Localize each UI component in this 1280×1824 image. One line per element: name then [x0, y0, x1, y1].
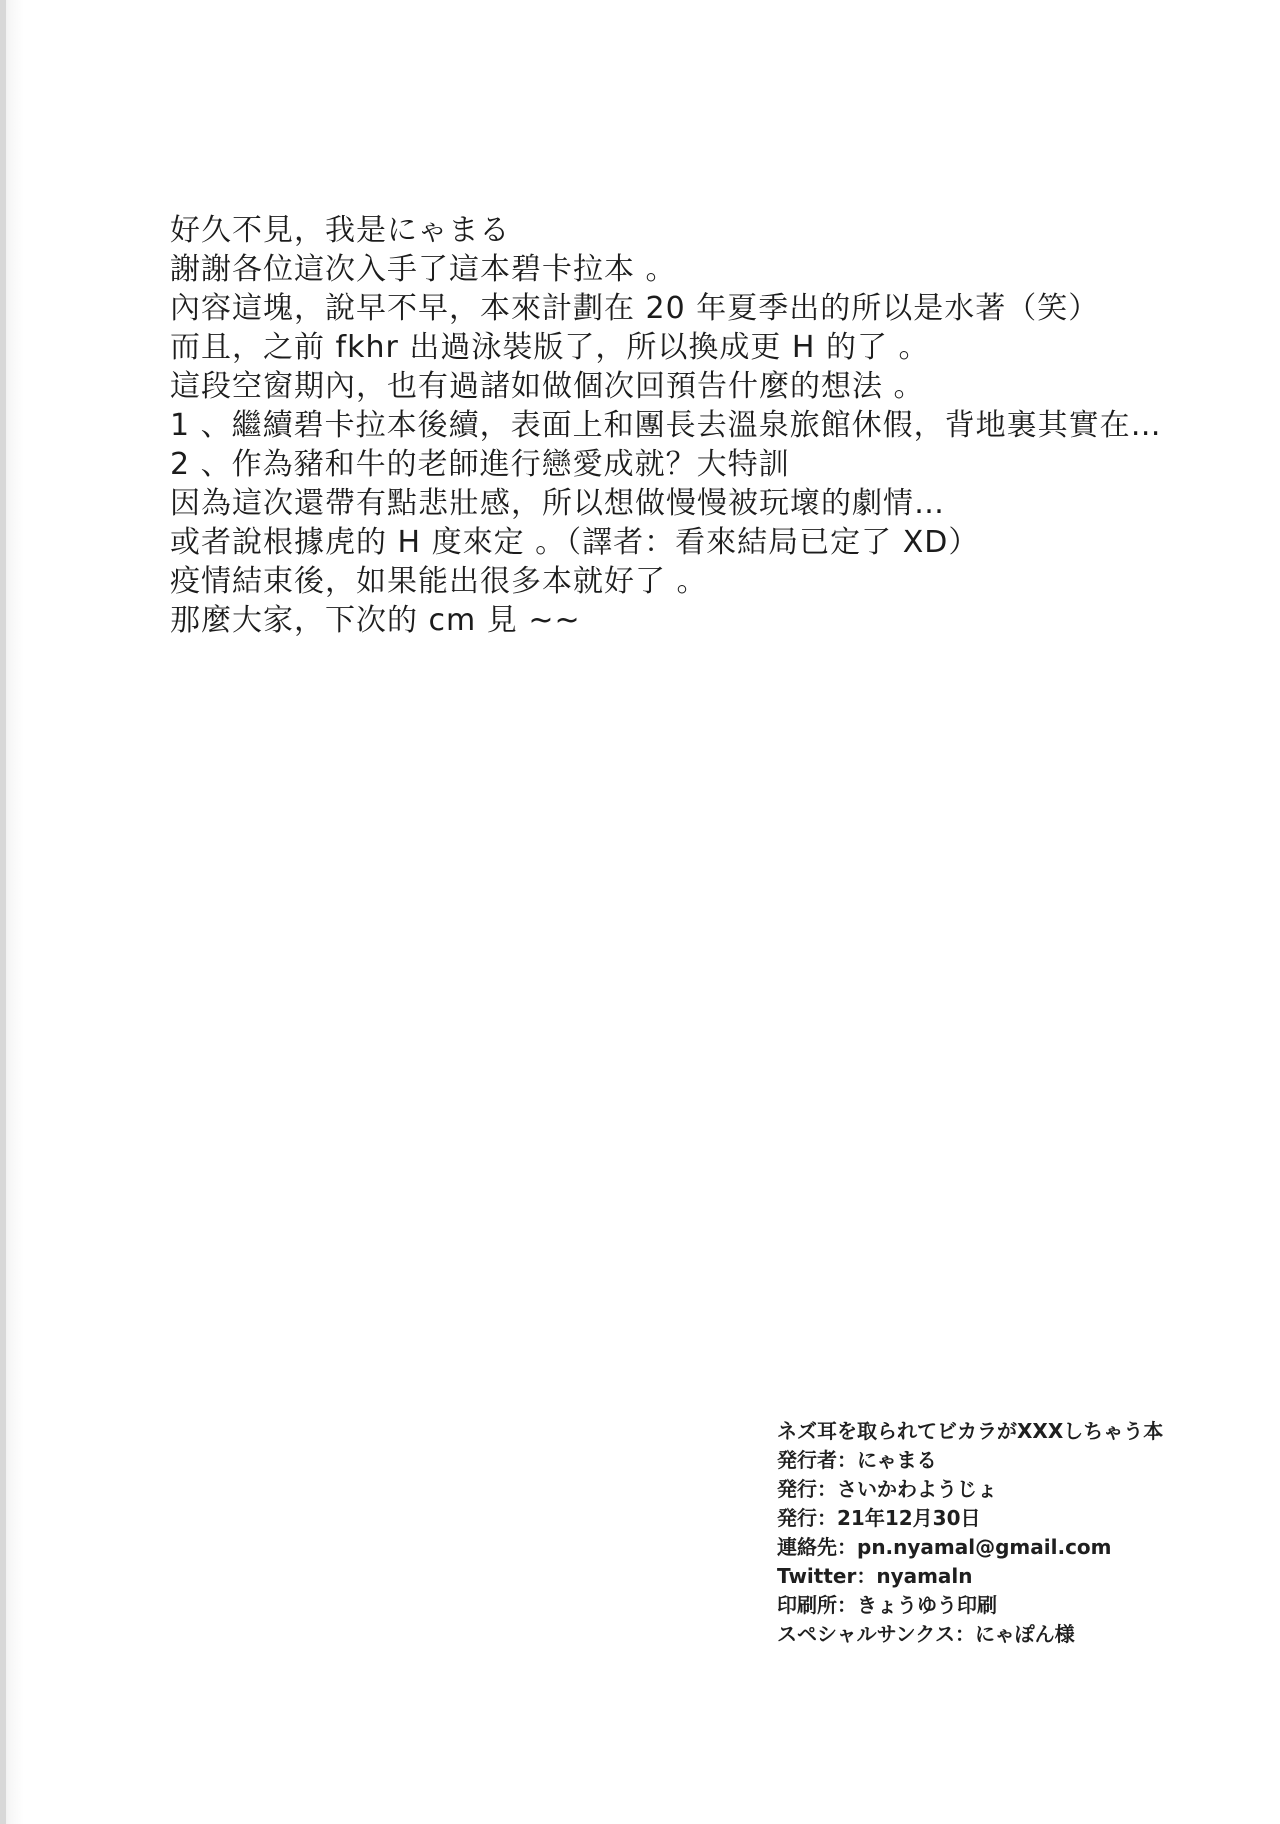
colophon-twitter: Twitter：nyamaln	[777, 1564, 973, 1588]
afterword-line: 而且，之前 fkhr 出過泳裝版了，所以換成更 H 的了 。	[170, 330, 930, 365]
colophon-book-title: ネズ耳を取られてビカラがXXXしちゃう本	[777, 1419, 1164, 1443]
scan-edge-shadow	[0, 0, 6, 1824]
afterword-line: 內容這塊，說早不早，本來計劃在 20 年夏季出的所以是水著（笑）	[170, 291, 1100, 326]
colophon-publisher: 発行者：にゃまる	[777, 1448, 937, 1472]
colophon-special-thanks: スペシャルサンクス：にゃぽん様	[777, 1622, 1075, 1646]
colophon-circle: 発行：さいかわようじょ	[777, 1477, 997, 1501]
afterword-line: 好久不見，我是にゃまる	[170, 213, 511, 248]
colophon-date: 発行：21年12月30日	[777, 1506, 981, 1530]
colophon-printer: 印刷所：きょうゆう印刷	[777, 1593, 997, 1617]
afterword-line: 1 、繼續碧卡拉本後續，表面上和團長去溫泉旅館休假，背地裏其實在…	[170, 408, 1162, 443]
afterword-line: 謝謝各位這次入手了這本碧卡拉本 。	[170, 252, 677, 287]
afterword-text	[170, 211, 1170, 640]
colophon-contact: 連絡先：pn.nyamal@gmail.com	[777, 1535, 1112, 1559]
afterword-line: 疫情結束後，如果能出很多本就好了 。	[170, 564, 708, 599]
afterword-line: 那麼大家，下次的 cm 見 ~~	[170, 603, 581, 638]
afterword-line: 或者說根據虎的 H 度來定 。（譯者：看來結局已定了 XD）	[170, 525, 980, 560]
afterword-line: 因為這次還帶有點悲壯感，所以想做慢慢被玩壞的劇情…	[170, 486, 945, 521]
colophon	[777, 1417, 1237, 1649]
afterword-line: 2 、作為豬和牛的老師進行戀愛成就？大特訓	[170, 447, 790, 482]
afterword-line: 這段空窗期內，也有過諸如做個次回預告什麼的想法 。	[170, 369, 925, 404]
